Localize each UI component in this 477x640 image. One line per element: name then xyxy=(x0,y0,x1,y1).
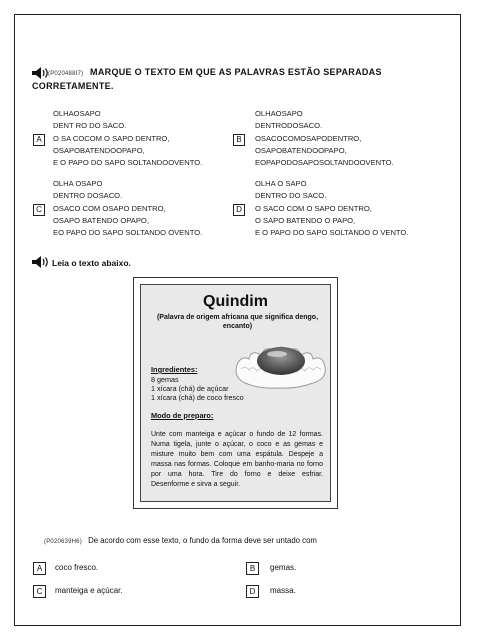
option-a-box[interactable]: A xyxy=(33,134,45,146)
option-d-line: O SAPO BATENDO O PAPO, xyxy=(255,215,356,225)
option-a-text xyxy=(53,108,202,169)
recipe-title: Quindim xyxy=(203,293,268,310)
option-a-line: OLHAOSAPO xyxy=(53,109,101,118)
question-2-code: (P020639H6) xyxy=(44,539,82,545)
quindim-photo xyxy=(231,325,329,391)
option-a-line: E O PAPO DO SAPO SOLTANDOOVENTO. xyxy=(53,158,203,168)
option-c-line: EO PAPO DO SAPO SOLTANDO OVENTO. xyxy=(53,228,203,238)
option-c-text xyxy=(53,178,202,239)
answer-d-text: massa. xyxy=(270,586,296,595)
option-b-line: OSACOCOMOSAPODENTRO, xyxy=(255,133,362,143)
option-b-text xyxy=(255,108,394,169)
option-a-line: O SA COCOM O SAPO DENTRO, xyxy=(53,133,170,143)
ingredient-item: 1 xícara (chá) de açúcar xyxy=(151,384,229,393)
recipe-card xyxy=(133,277,338,509)
ingredient-item: 8 gemas xyxy=(151,375,179,384)
option-b-box[interactable]: B xyxy=(233,134,245,146)
answer-b-box[interactable]: B xyxy=(246,562,259,575)
option-a-line: OSAPOBATENDOOPAPO, xyxy=(53,145,145,155)
recipe-card-inner xyxy=(140,284,331,502)
option-c-line: OLHA OSAPO xyxy=(53,179,103,188)
answer-c-box[interactable]: C xyxy=(33,585,46,598)
method-text: Unte com manteiga e açúcar o fundo de 12 formas. Numa tigela, junte o açúcar, o coco e as gemas e misture muito bem com uma espátula. Despeje a massa nas formas. Coloque em banho-maria no forno por uma hora. Tire do forno e deixe esfriar. Desenforme e sirva a seguir. xyxy=(151,431,323,488)
option-d-text xyxy=(255,178,408,239)
option-d-line: DENTRO DO SACO. xyxy=(255,191,327,201)
recipe-subtitle: (Palavra de origem africana que significa dengo, encanto) xyxy=(156,314,319,330)
method-heading: Modo de preparo: xyxy=(151,411,214,420)
answer-a-box[interactable]: A xyxy=(33,562,46,575)
option-c-line: OSAPO BATENDO OPAPO, xyxy=(53,215,149,225)
option-b-line: EOPAPODOSAPOSOLTANDOOVENTO. xyxy=(255,158,394,168)
reading-instruction: Leia o texto abaixo. xyxy=(52,258,131,268)
option-c-line: DENTRO DOSACO. xyxy=(53,191,123,201)
answer-d-box[interactable]: D xyxy=(246,585,259,598)
ingredient-item: 1 xícara (chá) de coco fresco xyxy=(151,393,244,402)
question-1-prompt: MARQUE O TEXTO EM QUE AS PALAVRAS ESTÃO SEPARADAS CORRETAMENTE. xyxy=(32,67,382,91)
question-1-code: (P020488I7) xyxy=(48,71,84,77)
question-2-prompt: De acordo com esse texto, o fundo da forma deve ser untado com xyxy=(88,536,317,545)
question-1-title xyxy=(32,66,452,92)
ingredients-heading: Ingredientes: xyxy=(151,365,198,374)
option-d-line: OLHA O SAPO xyxy=(255,179,307,188)
option-c-box[interactable]: C xyxy=(33,204,45,216)
option-a-line: DENT RO DO SACO. xyxy=(53,121,127,131)
speaker-icon xyxy=(30,255,52,269)
option-d-line: O SACO COM O SAPO DENTRO, xyxy=(255,203,372,213)
option-b-line: OLHAOSAPO xyxy=(255,109,303,118)
question-2-title xyxy=(44,536,317,545)
option-c-line: OSACO COM OSAPO DENTRO, xyxy=(53,203,166,213)
answer-b-text: gemas. xyxy=(270,563,297,572)
answer-a-text: coco fresco. xyxy=(55,563,99,572)
option-d-line: E O PAPO DO SAPO SOLTANDO O VENTO. xyxy=(255,228,409,238)
option-b-line: DENTRODOSACO. xyxy=(255,121,323,131)
option-b-line: OSAPOBATENDOOPAPO, xyxy=(255,145,347,155)
answer-c-text: manteiga e açúcar. xyxy=(55,586,123,595)
option-d-box[interactable]: D xyxy=(233,204,245,216)
